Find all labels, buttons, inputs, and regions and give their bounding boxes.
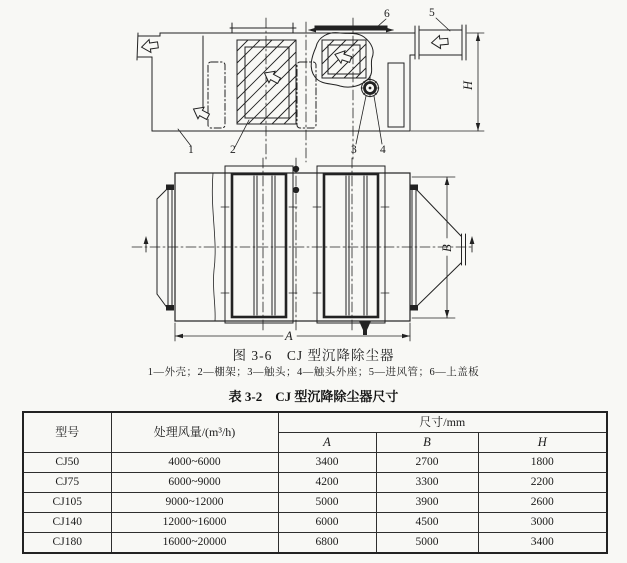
table-row <box>23 493 607 513</box>
grid-frame-2 <box>317 166 385 323</box>
cell-model: CJ180 <box>23 533 111 554</box>
col-header-model: 型号 <box>23 412 111 453</box>
plan-left-flange <box>157 185 174 310</box>
col-header-A: A <box>278 433 376 453</box>
side-panel <box>388 63 404 127</box>
flow-arrow-icon <box>141 38 159 53</box>
airflow-arrows <box>141 35 449 123</box>
plan-frame-centerlines <box>263 158 352 331</box>
cell-a: 6000 <box>278 513 376 533</box>
callout-1: 1 <box>188 144 194 156</box>
cell-airflow: 16000~20000 <box>111 533 278 554</box>
col-header-B: B <box>376 433 478 453</box>
dim-label-B: B <box>440 244 454 252</box>
cell-b: 3900 <box>376 493 478 513</box>
cell-model: CJ105 <box>23 493 111 513</box>
spec-table <box>22 411 608 554</box>
col-header-dims-group: 尺寸/mm <box>278 412 607 433</box>
callout-6: 6 <box>384 8 390 20</box>
cell-h: 2600 <box>478 493 607 513</box>
table-title: 表 3-2 CJ 型沉降除尘器尺寸 <box>228 389 399 404</box>
bolt <box>293 187 299 193</box>
cell-h: 3400 <box>478 533 607 554</box>
cell-h: 3000 <box>478 513 607 533</box>
callout-4: 4 <box>380 144 386 156</box>
grid-frame-section <box>237 40 296 124</box>
cell-h: 1800 <box>478 453 607 473</box>
dim-label-H: H <box>461 80 475 90</box>
callout-2: 2 <box>230 144 236 156</box>
dim-label-A: A <box>285 329 293 343</box>
section-arrows <box>144 236 475 252</box>
cell-a: 5000 <box>278 493 376 513</box>
callout-3: 3 <box>351 144 357 156</box>
elevation-view <box>137 18 484 162</box>
table-row <box>23 513 607 533</box>
contact-head <box>361 76 379 97</box>
cell-h: 2200 <box>478 473 607 493</box>
cell-airflow: 12000~16000 <box>111 513 278 533</box>
table-row <box>23 473 607 493</box>
grid-frame-1 <box>225 166 293 323</box>
cell-b: 2700 <box>376 453 478 473</box>
cell-model: CJ75 <box>23 473 111 493</box>
table-row <box>23 533 607 554</box>
figure-caption: 图 3-6 CJ 型沉降除尘器 <box>232 348 395 363</box>
cell-b: 4500 <box>376 513 478 533</box>
table-row <box>23 453 607 473</box>
header-row-1 <box>23 412 607 433</box>
cell-airflow: 6000~9000 <box>111 473 278 493</box>
top-cover <box>308 26 394 32</box>
cell-a: 4200 <box>278 473 376 493</box>
figure-legend: 1—外壳；2—棚架；3—触头；4—触头外座；5—进风管；6—上盖板 <box>147 367 480 378</box>
flow-arrow-icon <box>333 48 353 65</box>
cell-a: 6800 <box>278 533 376 554</box>
cell-b: 5000 <box>376 533 478 554</box>
callout-5: 5 <box>429 7 435 19</box>
plan-inlet-cone <box>411 185 466 310</box>
cell-airflow: 4000~6000 <box>111 453 278 473</box>
bolt <box>293 166 299 172</box>
drain-funnel <box>359 321 371 335</box>
col-header-H: H <box>478 433 607 453</box>
flow-arrow-icon <box>431 35 449 49</box>
cell-b: 3300 <box>376 473 478 493</box>
col-header-airflow: 处理风量/(m³/h) <box>111 412 278 453</box>
plan-view <box>132 158 474 341</box>
top-flange <box>230 23 296 33</box>
cell-model: CJ140 <box>23 513 111 533</box>
cell-model: CJ50 <box>23 453 111 473</box>
cell-airflow: 9000~12000 <box>111 493 278 513</box>
cell-a: 3400 <box>278 453 376 473</box>
